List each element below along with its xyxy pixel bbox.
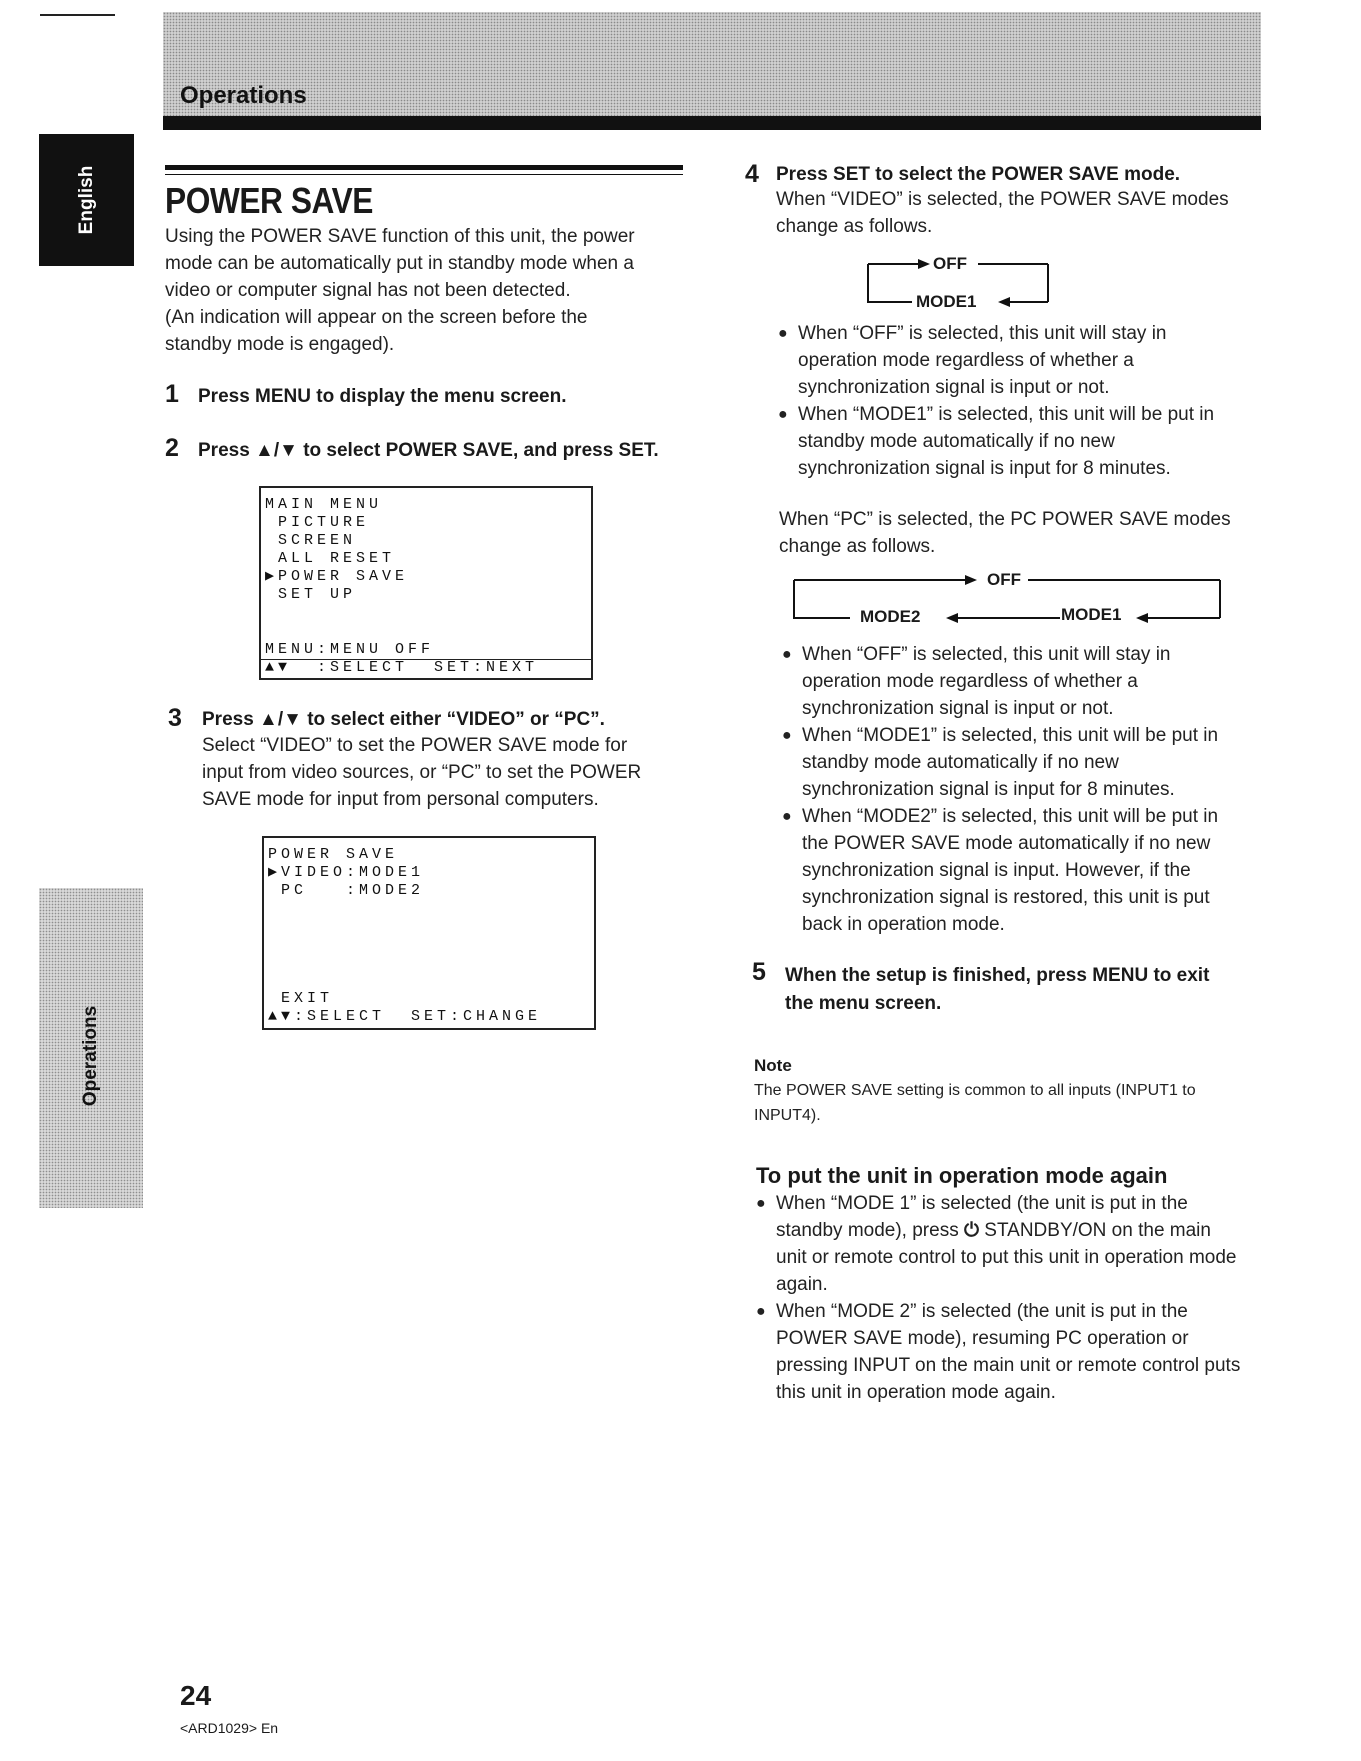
bullet-line: POWER SAVE mode), resuming PC operation or [776,1328,1189,1349]
bullet-line: synchronization signal is input or not. [802,698,1114,719]
step-3-line: input from video sources, or “PC” to set the POWER [202,762,642,783]
pc-bullets [782,641,1218,938]
step-2-text: Press ▲/▼ to select POWER SAVE, and press SET. [198,440,659,461]
step-3-line: SAVE mode for input from personal computers. [202,789,599,810]
step-5-line: When the setup is finished, press MENU to exit [785,965,1210,986]
intro-paragraph [165,223,635,358]
osd-line: POWER SAVE [268,846,399,863]
bullet-item [756,1298,1240,1406]
page-title: POWER SAVE [165,180,374,221]
osd-footer-line: EXIT [268,990,334,1007]
step-4-number: 4 [745,160,759,188]
osd-footer-line: ▲▼ :SELECT SET:NEXT [265,659,539,676]
resume-heading: To put the unit in operation mode again [756,1163,1168,1188]
video-intro-line: change as follows. [776,216,933,237]
bullet-line: operation mode regardless of whether a [798,350,1134,371]
bullet-line: When “MODE1” is selected, this unit will be put in [802,725,1219,746]
bullet-item [778,320,1214,401]
intro-line: Using the POWER SAVE function of this unit, the power [165,226,635,247]
header-band [163,12,1261,118]
bullet-line: synchronization signal is input or not. [798,377,1110,398]
bullet-dot: ● [782,808,792,825]
bullet-line: unit or remote control to put this unit in operation mode [776,1247,1237,1268]
video-cycle-off: OFF [933,254,967,273]
step-5-line: the menu screen. [785,993,942,1014]
bullet-line: again. [776,1274,828,1295]
note-line: The POWER SAVE setting is common to all inputs (INPUT1 to [754,1082,1196,1099]
note-line: INPUT4). [754,1107,821,1124]
video-cycle-mode1: MODE1 [916,292,977,311]
step-3-text: Press ▲/▼ to select either “VIDEO” or “PC”. [202,709,605,730]
bullet-line: When “MODE1” is selected, this unit will be put in [798,404,1215,425]
title-rule [165,165,683,170]
video-bullets [778,320,1214,482]
step-4-text: Press SET to select the POWER SAVE mode. [776,164,1181,185]
bullet-line: synchronization signal is input for 8 minutes. [802,779,1175,800]
bullet-dot: ● [778,406,788,423]
pc-cycle-off: OFF [987,570,1021,589]
bullet-item [782,641,1218,722]
bullet-line: synchronization signal is input. However, if the [802,860,1191,881]
step-3-number: 3 [168,704,182,732]
osd-footer-line: ▲▼:SELECT SET:CHANGE [268,1008,542,1025]
pc-cycle-mode1: MODE1 [1061,605,1122,624]
main-menu-osd [259,486,593,680]
osd-selected-line: ▶POWER SAVE [265,568,409,585]
resume-bullets [756,1190,1240,1406]
top-left-rule [40,14,115,16]
step-3-line: Select “VIDEO” to set the POWER SAVE mode for [202,735,628,756]
bullet-item [782,803,1218,938]
note-title: Note [754,1056,792,1075]
document-code: <ARD1029> En [180,1720,279,1736]
video-intro-line: When “VIDEO” is selected, the POWER SAVE modes [776,189,1229,210]
intro-line: mode can be automatically put in standby mode when a [165,253,634,274]
power-icon: ⏻ [963,1220,980,1241]
osd-line: PC :MODE2 [268,882,425,899]
step-2-number: 2 [165,434,179,462]
language-tab-label: English [75,165,97,235]
bullet-line [776,1217,1240,1244]
osd-line: SET UP [265,586,357,603]
section-tab [39,888,143,1208]
osd-selected-line: ▶VIDEO:MODE1 [268,864,425,881]
bullet-line: pressing INPUT on the main unit or remote control puts [776,1355,1241,1376]
bullet-line: back in operation mode. [802,914,1005,935]
bullet-dot: ● [756,1303,766,1320]
power-save-osd [262,836,596,1030]
bullet-line: When “OFF” is selected, this unit will stay in [802,644,1171,665]
section-title: Operations [180,82,307,109]
video-intro [776,186,1229,240]
bullet-line: synchronization signal is input for 8 minutes. [798,458,1171,479]
pc-intro-line: change as follows. [779,536,936,557]
osd-line: ALL RESET [265,550,396,567]
pc-intro [779,506,1231,560]
bullet-text: standby mode), press [776,1220,964,1241]
bullet-item [782,722,1218,803]
step-3-body [202,732,641,813]
intro-line: video or computer signal has not been detected. [165,280,571,301]
osd-line: PICTURE [265,514,370,531]
bullet-line: standby mode automatically if no new [802,752,1119,773]
note-text [754,1078,1196,1128]
bullet-line: standby mode automatically if no new [798,431,1115,452]
bullet-line: When “MODE2” is selected, this unit will be put in [802,806,1219,827]
pc-intro-line: When “PC” is selected, the PC POWER SAVE modes [779,509,1231,530]
page-number: 24 [180,1680,212,1711]
pc-cycle-mode2: MODE2 [860,607,921,626]
step-5-text [785,962,1209,1018]
title-rule-thin [165,174,683,175]
bullet-dot: ● [782,727,792,744]
bullet-line: this unit in operation mode again. [776,1382,1056,1403]
bullet-line: When “MODE 1” is selected (the unit is put in the [776,1193,1188,1214]
section-tab-label: Operations [80,1005,101,1107]
bullet-dot: ● [756,1195,766,1212]
bullet-item [778,401,1214,482]
bullet-dot: ● [778,325,788,342]
language-tab [39,134,134,266]
intro-line: (An indication will appear on the screen before the [165,307,588,328]
step-5-number: 5 [752,958,766,986]
bullet-line: synchronization signal is restored, this unit is put [802,887,1210,908]
step-1-text: Press MENU to display the menu screen. [198,386,567,407]
bullet-line: When “OFF” is selected, this unit will stay in [798,323,1167,344]
bullet-item [756,1190,1240,1298]
osd-footer-line: MENU:MENU OFF [265,641,435,658]
bullet-text: STANDBY/ON on the main [979,1220,1211,1241]
osd-line: MAIN MENU [265,496,383,513]
bullet-line: operation mode regardless of whether a [802,671,1138,692]
bullet-line: the POWER SAVE mode automatically if no new [802,833,1211,854]
bullet-dot: ● [782,646,792,663]
osd-line: SCREEN [265,532,357,549]
header-bar [163,116,1261,130]
bullet-line: When “MODE 2” is selected (the unit is put in the [776,1301,1188,1322]
intro-line: standby mode is engaged). [165,334,395,355]
step-1-number: 1 [165,380,179,408]
